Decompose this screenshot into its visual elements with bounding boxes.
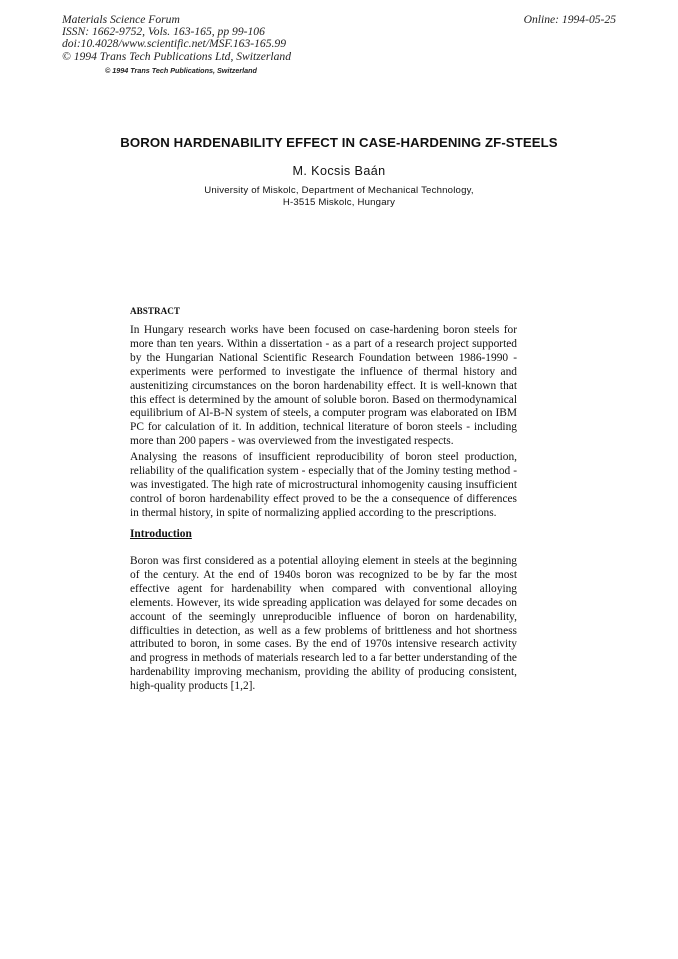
online-date: Online: 1994-05-25	[523, 13, 616, 26]
abstract-heading: ABSTRACT	[130, 306, 181, 316]
affiliation-line-2: H-3515 Miskolc, Hungary	[282, 197, 396, 208]
introduction-heading: Introduction	[130, 528, 192, 540]
abstract-paragraph-1: In Hungary research works have been focused on case-hardening boron steels for more than ten years. Within a dissertation - as a part of a research project supported by the Hungarian National Scientific Research Foundation between 1986-1990 - experiments were performed to investigate the influence of thermal history and austenitizing circumstances on the boron hardenability effect. It is well-known that this effect is determined by the amount of soluble boron. Based on thermodynamical equilibrium of Al-B-N system of steels, a computer program was elaborated on IBM PC for calculation of it. In addition, technical literature of boron steels - including more than 200 papers - was overviewed from the investigated respects.	[130, 324, 517, 448]
journal-name: Materials Science Forum	[62, 13, 180, 26]
issn-line: ISSN: 1662-9752, Vols. 163-165, pp 99-106	[62, 25, 265, 39]
affiliation-line-1: University of Miskolc, Department of Mechanical Technology,	[204, 185, 474, 196]
abstract-paragraph-2: Analysing the reasons of insufficient reproducibility of boron steel production, reliability of the qualification system - especially that of the Jominy testing method - was investigated. The high rate of microstructural inhomogenity causing insufficient control of boron hardenability effect proved to be the a consequence of differences in thermal history, in spite of normalizing applied according to the prescriptions.	[130, 451, 517, 519]
author-name: M. Kocsis Baán	[292, 164, 386, 178]
introduction-paragraph-1: Boron was first considered as a potential alloying element in steels at the beginning of the century. At the end of 1940s boron was recognized to be by far the most effective agent for hardenability when compared with conventional alloying elements. However, its wide spreading application was delayed for some decades on account of the seemingly unreproducible influence of boron on hardenability, difficulties in detection, as well as a few problems of brittleness and hot shortness attributed to boron, in some cases. By the end of 1970s intensive research activity and progress in methods of materials research led to a far better understanding of the hardenability improving mechanism, providing the ability of producing consistent, high-quality products [1,2].	[130, 555, 517, 693]
copyright-line: © 1994 Trans Tech Publications Ltd, Switzerland	[62, 49, 292, 63]
citation-header	[62, 14, 291, 63]
author-affiliation	[0, 185, 678, 209]
publisher-notice: © 1994 Trans Tech Publications, Switzerland	[105, 66, 257, 75]
paper-title: BORON HARDENABILITY EFFECT IN CASE-HARDENING ZF-STEELS	[120, 135, 558, 150]
doi-link[interactable]: doi:10.4028/www.scientific.net/MSF.163-165.99	[62, 37, 287, 51]
